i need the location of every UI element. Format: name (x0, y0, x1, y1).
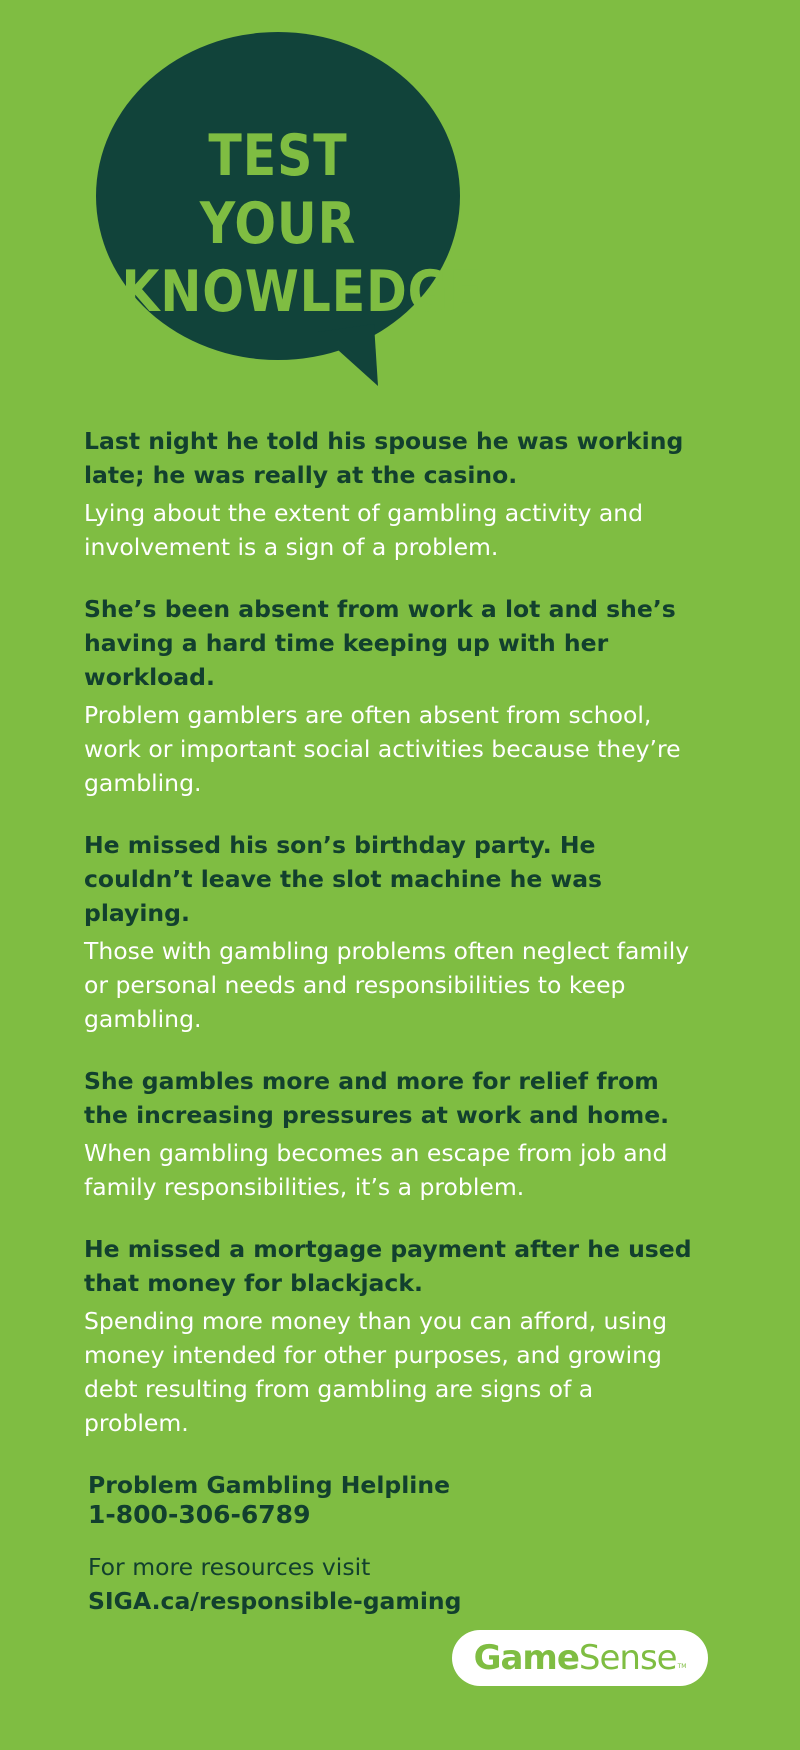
explanation-text: Problem gamblers are often absent from school, work or important social activities because they’re gambling. (84, 701, 681, 797)
scenario-text: He missed his son’s birthday party. He couldn’t leave the slot machine he was playing. (84, 831, 603, 927)
resources-block (88, 1550, 688, 1618)
list-item (84, 828, 704, 1036)
logo-text-sense: Sense (578, 1638, 677, 1678)
list-item (84, 1064, 704, 1204)
helpline-block (88, 1470, 688, 1530)
helpline-phone[interactable]: 1-800-306-6789 (88, 1500, 311, 1529)
scenario-text: Last night he told his spouse he was working late; he was really at the casino. (84, 427, 684, 489)
list-item (84, 1232, 704, 1440)
knowledge-list (84, 424, 704, 1440)
explanation-text: Spending more money than you can afford, using money intended for other purposes, and growing debt resulting from gambling are signs of a problem. (84, 1307, 668, 1437)
title-line-1: TEST YOUR (199, 123, 357, 257)
title-line-2: KNOWLEDGE (121, 259, 484, 325)
resources-link[interactable]: SIGA.ca/responsible-gaming (88, 1587, 462, 1615)
helpline-name: Problem Gambling Helpline (88, 1471, 451, 1499)
logo-text-game: Game (473, 1638, 579, 1678)
scenario-text: He missed a mortgage payment after he used that money for blackjack. (84, 1235, 692, 1297)
list-item (84, 424, 704, 564)
explanation-text: Those with gambling problems often neglect family or personal needs and responsibilities to keep gambling. (84, 937, 690, 1033)
gamesense-logo (452, 1630, 708, 1686)
scenario-text: She gambles more and more for relief from the increasing pressures at work and home. (84, 1067, 670, 1129)
logo-trademark: TM (677, 1663, 687, 1670)
explanation-text: Lying about the extent of gambling activity and involvement is a sign of a problem. (84, 499, 644, 561)
explanation-text: When gambling becomes an escape from job and family responsibilities, it’s a problem. (84, 1139, 668, 1201)
list-item (84, 592, 704, 800)
page-title (121, 122, 484, 326)
resources-text: For more resources visit (88, 1553, 371, 1581)
scenario-text: She’s been absent from work a lot and she’s having a hard time keeping up with her workload. (84, 595, 676, 691)
speech-bubble (96, 32, 484, 388)
